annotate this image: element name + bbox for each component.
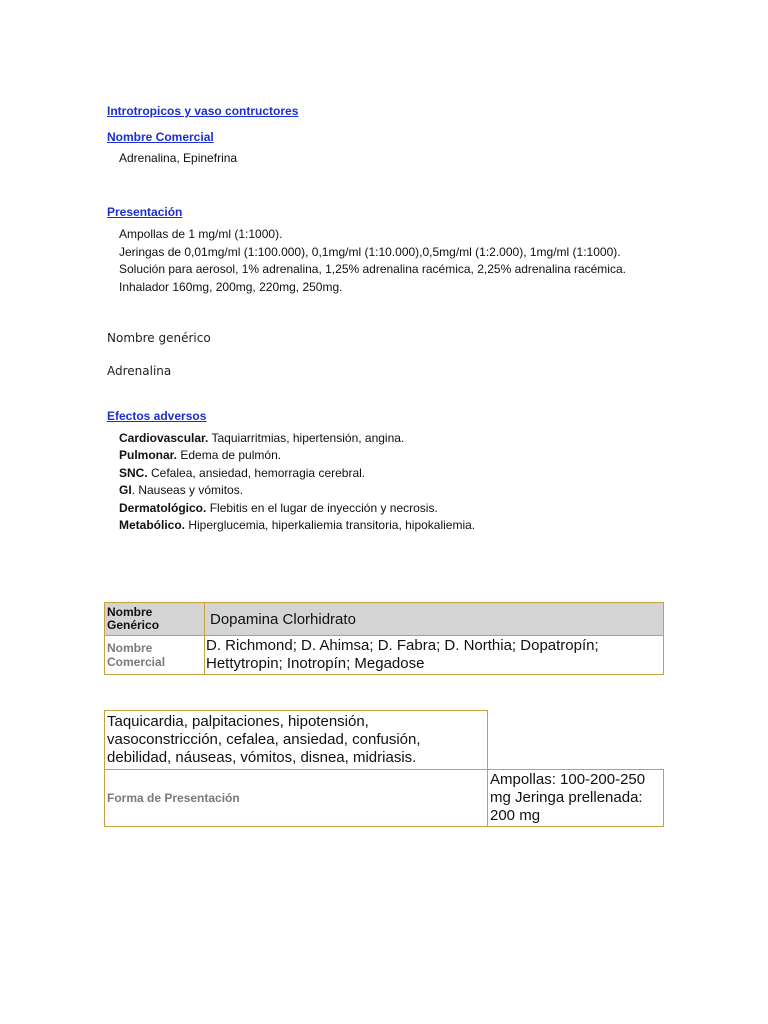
efecto-text: Taquiarritmias, hipertensión, angina. bbox=[208, 431, 405, 445]
efecto-item bbox=[119, 465, 475, 482]
presentacion-list bbox=[119, 226, 626, 296]
nombre-comercial-heading-link[interactable]: Nombre Comercial bbox=[107, 130, 214, 144]
efecto-label: Pulmonar. bbox=[119, 448, 178, 463]
efecto-text: Cefalea, ansiedad, hemorragia cerebral. bbox=[147, 465, 366, 480]
nombre-comercial-value: Adrenalina, Epinefrina bbox=[119, 151, 238, 165]
presentacion-line: Inhalador 160mg, 200mg, 220mg, 250mg. bbox=[119, 279, 343, 294]
efecto-text: Flebitis en el lugar de inyección y necrosis. bbox=[206, 500, 438, 515]
forma-presentacion-label-cell: Forma de Presentación bbox=[105, 770, 488, 827]
efecto-text: Hiperglucemia, hiperkaliemia transitoria, hipokaliemia. bbox=[185, 518, 476, 533]
presentacion-line: Solución para aerosol, 1% adrenalina, 1,25% adrenalina racémica, 2,25% adrenalina racémica. bbox=[119, 262, 626, 276]
efecto-label: Metabólico. bbox=[119, 518, 186, 533]
efecto-item bbox=[119, 482, 475, 499]
nombre-generico-heading: Nombre genérico bbox=[107, 331, 211, 345]
presentacion-line: Ampollas de 1 mg/ml (1:1000). bbox=[119, 227, 283, 241]
table-row bbox=[105, 770, 664, 827]
empty-cell bbox=[488, 711, 664, 770]
presentacion-line: Jeringas de 0,01mg/ml (1:100.000), 0,1mg/ml (1:10.000),0,5mg/ml (1:2.000), 1mg/ml (1:1000). bbox=[119, 244, 621, 259]
table-row bbox=[105, 636, 664, 675]
table-row bbox=[105, 711, 664, 770]
nombre-generico-label-cell: Nombre Genérico bbox=[105, 603, 205, 636]
efecto-label: GI bbox=[119, 483, 132, 498]
nombre-comercial-label-cell: Nombre Comercial bbox=[105, 636, 205, 675]
efectos-adversos-list bbox=[119, 430, 475, 534]
efecto-label: Dermatológico. bbox=[119, 500, 207, 515]
presentacion-heading-link[interactable]: Presentación bbox=[107, 205, 183, 219]
efecto-label: Cardiovascular. bbox=[119, 431, 209, 445]
efecto-label: SNC. bbox=[119, 465, 148, 480]
nombre-generico-value-cell: Dopamina Clorhidrato bbox=[205, 603, 664, 636]
dopamina-table bbox=[104, 602, 664, 675]
efecto-item bbox=[119, 517, 475, 534]
efecto-text: . Nauseas y vómitos. bbox=[131, 483, 244, 498]
efectos-adversos-heading-link[interactable]: Efectos adversos bbox=[107, 409, 207, 423]
nombre-generico-value: Adrenalina bbox=[107, 364, 172, 378]
dopamina-effects-table bbox=[104, 710, 664, 827]
nombre-comercial-value-cell: D. Richmond; D. Ahimsa; D. Fabra; D. Northia; Dopatropín; Hettytropin; Inotropín; Megadose bbox=[205, 636, 664, 675]
efecto-item bbox=[119, 500, 475, 517]
forma-presentacion-value-cell: Ampollas: 100-200-250 mg Jeringa prellenada: 200 mg bbox=[488, 770, 664, 827]
efecto-text: Edema de pulmón. bbox=[177, 448, 282, 463]
efecto-item bbox=[119, 430, 475, 447]
efecto-item bbox=[119, 447, 475, 464]
efectos-cell: Taquicardia, palpitaciones, hipotensión, vasoconstricción, cefalea, ansiedad, confusión, debilidad, náuseas, vómitos, disnea, midriasis. bbox=[105, 711, 488, 770]
section-title-link[interactable]: Introtropicos y vaso contructores bbox=[107, 104, 299, 118]
table-row bbox=[105, 603, 664, 636]
